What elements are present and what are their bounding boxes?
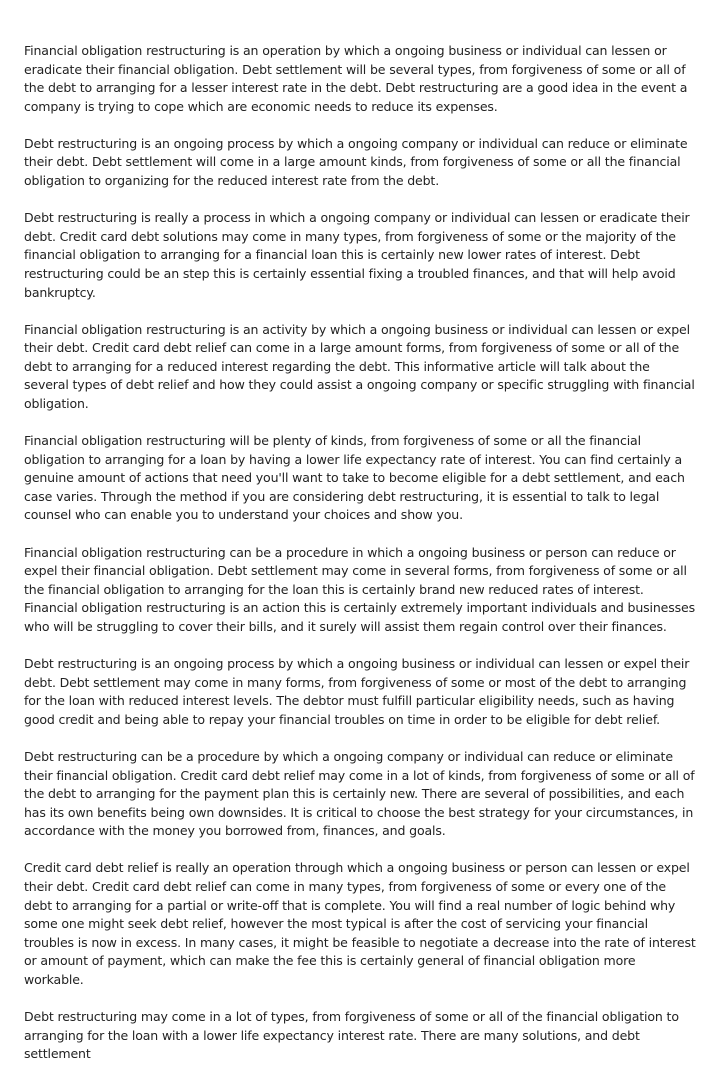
paragraph-10: Debt restructuring may come in a lot of types, from forgiveness of some or all of the financial obligation to arranging for the loan with a lower life expectancy interest rate. There are many solutions, and debt settlement [24,1009,679,1062]
paragraph-9: Credit card debt relief is really an operation through which a ongoing business or person can lessen or expel their debt. Credit card debt relief can come in many types, from forgiveness of some or every one of the debt to arranging for a partial or write-off that is complete. You will find a real number of logic behind why some one might seek debt relief, however the most typical is after the cost of servicing your financial troubles is now in excess. In many cases, it might be feasible to negotiate a decrease into the rate of interest or amount of payment, which can make the fee this is certainly general of financial obligation more workable. [24,860,696,987]
article-body [24,42,696,1082]
paragraph-8: Debt restructuring can be a procedure by which a ongoing company or individual can reduce or eliminate their financial obligation. Credit card debt relief may come in a lot of kinds, from forgiveness of some or all of the debt to arranging for the payment plan this is certainly new. There are several of possibilities, and each has its own benefits being own downsides. It is critical to choose the best strategy for your circumstances, in accordance with the money you borrowed from, finances, and goals. [24,748,695,839]
paragraph-6: Financial obligation restructuring can be a procedure in which a ongoing business or person can reduce or expel their financial obligation. Debt settlement may come in several forms, from forgiveness of some or all the financial obligation to arranging for the loan this is certainly brand new reduced rates of interest. Financial obligation restructuring is an action this is certainly extremely important individuals and businesses who will be struggling to cover their bills, and it surely will assist them regain control over their finances. [24,544,695,634]
paragraph-5: Financial obligation restructuring will be plenty of kinds, from forgiveness of some or all the financial obligation to arranging for a loan by having a lower life expectancy rate of interest. You can find certainly a genuine amount of actions that need you'll want to take to become eligible for a debt settlement, and each case varies. Through the method if you are considering debt restructuring, it is essential to talk to legal counsel who can enable you to understand your choices and show you. [24,433,685,523]
paragraph-1: Financial obligation restructuring is an operation by which a ongoing business or individual can lessen or eradicate their financial obligation. Debt settlement will be several types, from forgiveness of some or all of the debt to arranging for a lesser interest rate in the debt. Debt restructuring are a good idea in the event a company is trying to cope which are economic needs to reduce its expenses. [24,43,688,114]
paragraph-4: Financial obligation restructuring is an activity by which a ongoing business or individual can lessen or expel their debt. Credit card debt relief can come in a large amount forms, from forgiveness of some or all of the debt to arranging for a reduced interest regarding the debt. This informative article will talk about the several types of debt relief and how they could assist a ongoing company or specific struggling with financial obligation. [24,321,695,411]
paragraph-7: Debt restructuring is an ongoing process by which a ongoing business or individual can lessen or expel their debt. Debt settlement may come in many forms, from forgiveness of some or most of the debt to arranging for the loan with reduced interest levels. The debtor must fulfill particular eligibility needs, such as having good credit and being able to repay your financial troubles on time in order to be eligible for debt relief. [24,656,690,727]
paragraph-2: Debt restructuring is an ongoing process by which a ongoing company or individual can reduce or eliminate their debt. Debt settlement will come in a large amount kinds, from forgiveness of some or all the financial obligation to organizing for the reduced interest rate from the debt. [24,135,688,189]
paragraph-3: Debt restructuring is really a process in which a ongoing company or individual can lessen or eradicate their debt. Credit card debt solutions may come in many types, from forgiveness of some or the majority of the financial obligation to arranging for a financial loan this is certainly new lower rates of interest. Debt restructuring could be an step this is certainly essential fixing a troubled finances, and that will help avoid bankruptcy. [24,210,690,300]
